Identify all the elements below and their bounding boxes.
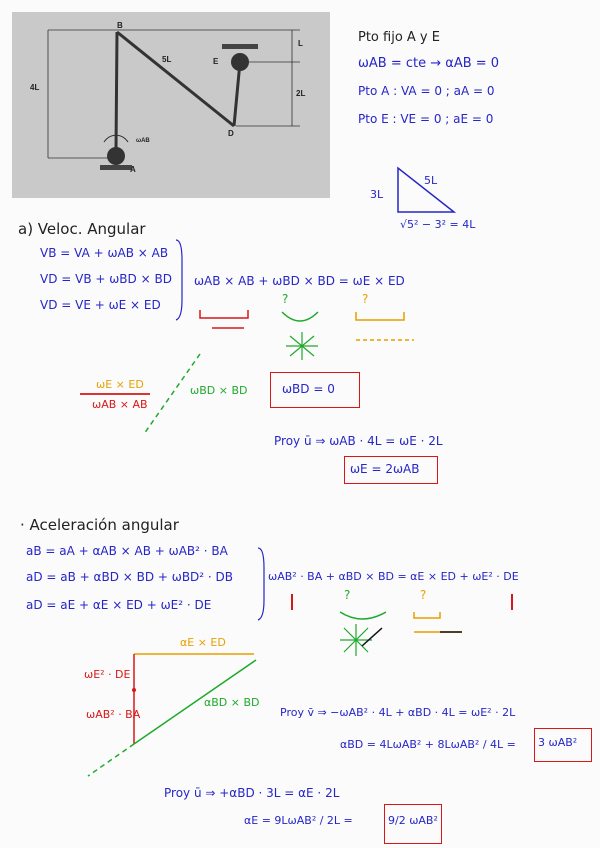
acc-eq2: aD = aB + αBD × BD + ωBD² · DB (26, 570, 234, 584)
acc-proj-u: Proy ū ⇒ +αBD · 3L = αE · 2L (164, 786, 340, 800)
acc-q2: ? (420, 588, 427, 602)
label-omega: ωAB (136, 138, 150, 144)
acc-eq1: aB = aA + αAB × AB + ωAB² · BA (26, 544, 228, 558)
triangle-side: 3L (370, 188, 384, 201)
header-line2: ωAB = cte → αAB = 0 (358, 56, 500, 71)
vel-eq2: VD = VB + ωBD × BD (40, 272, 172, 286)
label-e: E (213, 57, 219, 66)
triangle-hyp: 5L (424, 174, 438, 187)
result-wbd: ωBD = 0 (282, 382, 335, 396)
vec-green-b: αBD × BD (204, 696, 260, 709)
vec-orange-a: ωE × ED (96, 378, 144, 391)
header-line1: Pto fijo A y E (358, 30, 440, 45)
label-a: A (130, 165, 136, 174)
vec-red-a: ωAB × AB (92, 398, 148, 411)
vel-eq3: VD = VE + ωE × ED (40, 298, 161, 312)
label-d: D (228, 129, 234, 138)
section-a-title: a) Veloc. Angular (18, 220, 146, 238)
vel-q2: ? (362, 292, 369, 306)
acc-proj-v: Proy v̄ ⇒ −ωAB² · 4L + αBD · 4L = ωE² · 2L (280, 706, 516, 719)
vel-eq1: VB = VA + ωAB × AB (40, 246, 169, 260)
vel-q1: ? (282, 292, 289, 306)
vec-orange-b: αE × ED (180, 636, 226, 649)
result-alpha-bd: 3 ωAB² (538, 736, 578, 749)
acc-eq3: aD = aE + αE × ED + ωE² · DE (26, 598, 212, 612)
acc-alpha-bd: αBD = 4LωAB² + 8LωAB² / 4L = (340, 738, 516, 751)
vel-combined: ωAB × AB + ωBD × BD = ωE × ED (194, 274, 405, 288)
label-5l: 5L (162, 55, 172, 64)
result-we: ωE = 2ωAB (350, 462, 420, 476)
label-4l: 4L (30, 83, 40, 92)
acc-alpha-e: αE = 9LωAB² / 2L = (244, 814, 353, 827)
vec-red1-b: ωE² · DE (84, 668, 131, 681)
acc-q1: ? (344, 588, 351, 602)
label-b: B (117, 21, 123, 30)
vec-red2-b: ωAB² · BA (86, 708, 141, 721)
triangle-base: √5² − 3² = 4L (400, 218, 476, 231)
label-l: L (298, 39, 303, 48)
acc-combined: ωAB² · BA + αBD × BD = αE × ED + ωE² · DE (268, 570, 519, 583)
label-2l: 2L (296, 89, 306, 98)
header-line4: Pto E : VE = 0 ; aE = 0 (358, 112, 494, 126)
vel-proj: Proy ū ⇒ ωAB · 4L = ωE · 2L (274, 434, 443, 448)
section-b-title: · Aceleración angular (20, 516, 179, 534)
result-alpha-e: 9/2 ωAB² (388, 814, 438, 827)
header-line3: Pto A : VA = 0 ; aA = 0 (358, 84, 495, 98)
vec-green-a: ωBD × BD (190, 384, 248, 397)
